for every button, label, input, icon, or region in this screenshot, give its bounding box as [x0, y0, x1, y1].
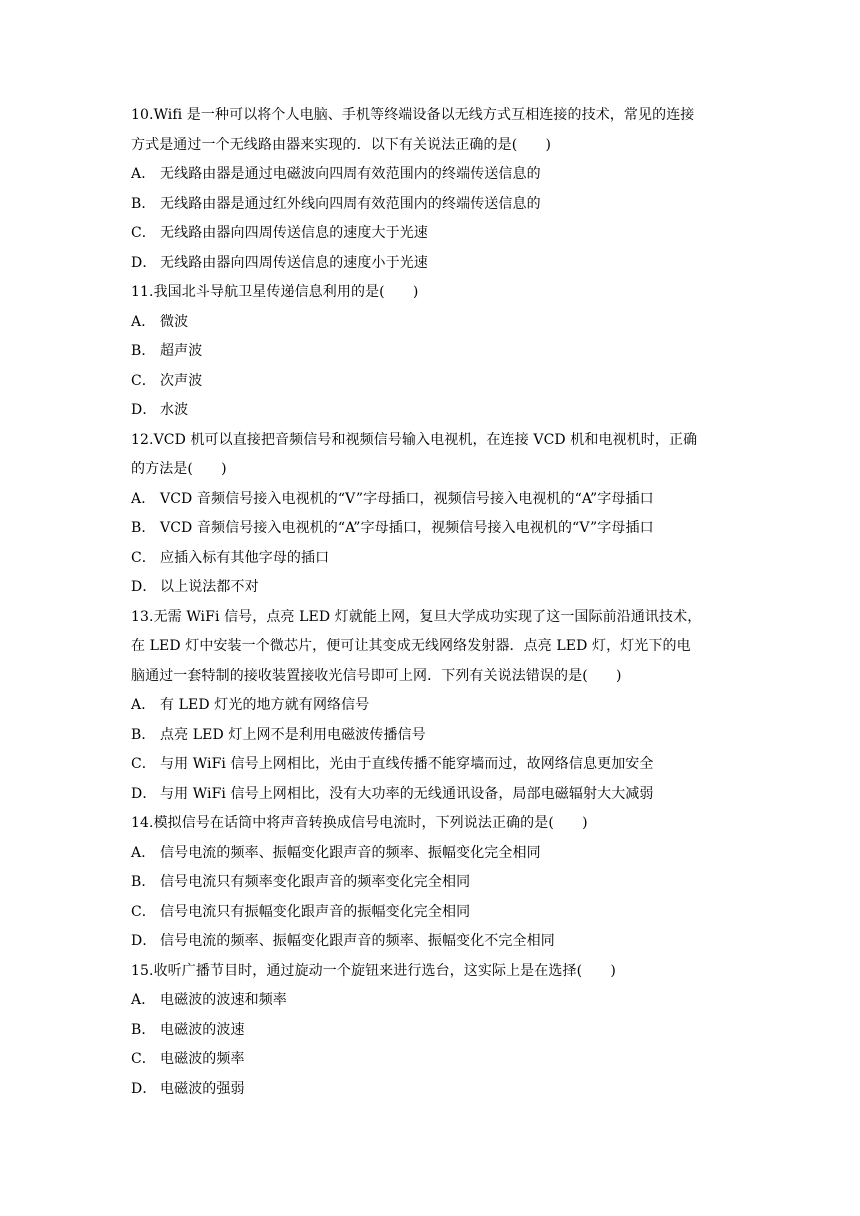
option-text: 电磁波的波速: [160, 1021, 245, 1038]
option-b: [131, 868, 731, 898]
option-label: C．: [131, 756, 156, 772]
option-text: 信号电流只有频率变化跟声音的频率变化完全相同: [160, 874, 471, 890]
option-text: 信号电流的频率、振幅变化跟声音的频率、振幅变化完全相同: [160, 844, 541, 861]
option-text: 与用 WiFi 信号上网相比，没有大功率的无线通讯设备，局部电磁辐射大大减弱: [160, 785, 654, 802]
question-list: [131, 101, 731, 1104]
option-label: A．: [131, 697, 156, 713]
option-d: [131, 396, 731, 426]
option-label: D．: [131, 1080, 157, 1097]
option-text: VCD 音频信号接入电视机的“V”字母插口，视频信号接入电视机的“A”字母插口: [160, 490, 654, 507]
option-text: 无线路由器是通过电磁波向四周有效范围内的终端传送信息的: [160, 166, 541, 182]
option-label: B．: [131, 874, 156, 890]
option-d: [131, 780, 731, 810]
option-text: 水波: [160, 402, 189, 418]
option-text: 应插入标有其他字母的插口: [160, 549, 330, 566]
question-stem-line: 12.VCD 机可以直接把音频信号和视频信号输入电视机，在连接 VCD 机和电视机时，正确: [131, 431, 698, 448]
option-d: [131, 927, 731, 957]
question-stem-line: 13.无需 WiFi 信号，点亮 LED 灯就能上网，复旦大学成功实现了这一国际前沿通讯技术，: [131, 608, 702, 625]
option-label: C．: [131, 1051, 156, 1067]
option-a: [131, 839, 731, 869]
question-10: [131, 101, 731, 278]
question-stem-line: 11.我国北斗导航卫星传递信息利用的是( ): [131, 284, 419, 300]
question-14: [131, 809, 731, 957]
option-d: [131, 249, 731, 279]
question-stem-line: 脑通过一套特制的接收装置接收光信号即可上网．下列有关说法错误的是( ): [131, 667, 622, 684]
option-text: 以上说法都不对: [160, 579, 259, 595]
option-label: D．: [131, 933, 157, 949]
option-c: [131, 544, 731, 574]
option-b: [131, 190, 731, 220]
option-text: 与用 WiFi 信号上网相比，光由于直线传播不能穿墙而过，故网络信息更加安全: [160, 756, 654, 772]
question-13: [131, 603, 731, 810]
option-label: C．: [131, 225, 156, 241]
option-c: [131, 750, 731, 780]
option-text: VCD 音频信号接入电视机的“A”字母插口，视频信号接入电视机的“V”字母插口: [160, 520, 654, 536]
option-text: 微波: [160, 313, 189, 330]
question-stem-line: 15.收听广播节目时，通过旋动一个旋钮来进行选台，这实际上是在选择( ): [131, 962, 616, 979]
option-b: [131, 1016, 731, 1046]
question-stem-line: 方式是通过一个无线路由器来实现的．以下有关说法正确的是( ): [131, 136, 552, 153]
option-text: 电磁波的波速和频率: [160, 992, 287, 1008]
option-label: D．: [131, 579, 157, 595]
question-12: [131, 426, 731, 603]
option-text: 超声波: [160, 343, 203, 359]
option-label: B．: [131, 726, 156, 743]
option-label: B．: [131, 1021, 156, 1038]
option-label: D．: [131, 402, 157, 418]
question-15: [131, 957, 731, 1105]
option-a: [131, 986, 731, 1016]
option-text: 无线路由器向四周传送信息的速度小于光速: [160, 254, 428, 271]
option-c: [131, 898, 731, 928]
option-text: 无线路由器向四周传送信息的速度大于光速: [160, 225, 428, 241]
option-text: 信号电流的频率、振幅变化跟声音的频率、振幅变化不完全相同: [160, 933, 555, 949]
option-label: A．: [131, 844, 156, 861]
option-b: [131, 337, 731, 367]
question-stem-line: 在 LED 灯中安装一个微芯片，便可让其变成无线网络发射器．点亮 LED 灯，灯光下的电: [131, 638, 691, 654]
option-text: 点亮 LED 灯上网不是利用电磁波传播信号: [160, 726, 426, 743]
option-d: [131, 1075, 731, 1105]
option-label: A．: [131, 992, 156, 1008]
option-a: [131, 308, 731, 338]
option-label: C．: [131, 903, 156, 920]
option-text: 电磁波的频率: [160, 1051, 245, 1067]
option-text: 电磁波的强弱: [160, 1080, 245, 1097]
option-text: 次声波: [160, 372, 203, 389]
option-label: A．: [131, 166, 156, 182]
option-text: 有 LED 灯光的地方就有网络信号: [160, 697, 370, 713]
option-label: C．: [131, 372, 156, 389]
option-text: 信号电流只有振幅变化跟声音的振幅变化完全相同: [160, 903, 471, 920]
question-stem-line: 14.模拟信号在话筒中将声音转换成信号电流时，下列说法正确的是( ): [131, 815, 588, 831]
option-d: [131, 573, 731, 603]
option-b: [131, 514, 731, 544]
option-c: [131, 1045, 731, 1075]
question-11: [131, 278, 731, 426]
option-c: [131, 367, 731, 397]
option-a: [131, 485, 731, 515]
question-stem-line: 的方法是( ): [131, 461, 227, 477]
option-label: B．: [131, 343, 156, 359]
option-label: B．: [131, 195, 156, 212]
option-a: [131, 691, 731, 721]
option-label: C．: [131, 549, 156, 566]
option-label: A．: [131, 313, 156, 330]
option-text: 无线路由器是通过红外线向四周有效范围内的终端传送信息的: [160, 195, 541, 212]
option-label: D．: [131, 785, 157, 802]
option-c: [131, 219, 731, 249]
option-label: D．: [131, 254, 157, 271]
option-a: [131, 160, 731, 190]
option-label: A．: [131, 490, 156, 507]
option-b: [131, 721, 731, 751]
question-stem-line: 10.Wifi 是一种可以将个人电脑、手机等终端设备以无线方式互相连接的技术，常见的连接: [131, 107, 695, 123]
option-label: B．: [131, 520, 156, 536]
